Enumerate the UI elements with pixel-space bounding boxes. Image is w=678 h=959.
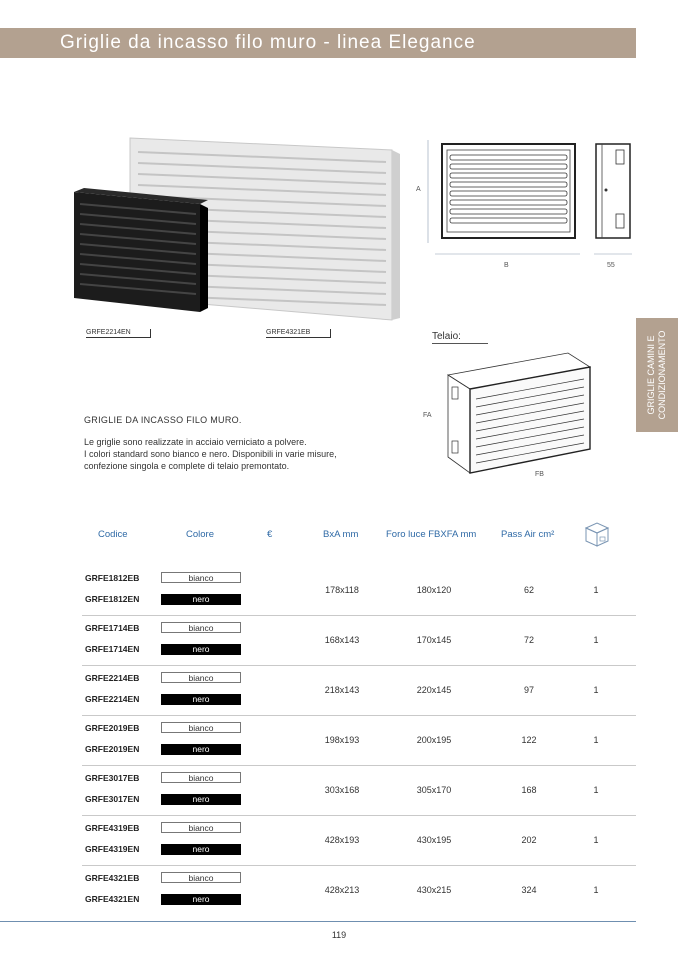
color-swatch-nero: nero: [161, 644, 241, 655]
telaio-underline: [432, 343, 488, 344]
product-photo: [60, 130, 400, 325]
table-row: [82, 865, 636, 915]
color-swatch-bianco: bianco: [161, 822, 241, 833]
column-header-euro: €: [267, 529, 273, 540]
color-swatch-bianco: bianco: [161, 572, 241, 583]
section-tab-label: GRIGLIE CAMINI E CONDIZIONAMENTO: [646, 330, 667, 420]
product-code-white: GRFE2214EB: [85, 673, 140, 683]
description-title: GRIGLIE DA INCASSO FILO MURO.: [84, 415, 242, 425]
foro-value: 200x195: [416, 735, 452, 745]
bxa-value: 303x168: [324, 785, 360, 795]
table-row: [82, 565, 636, 616]
color-swatch-bianco: bianco: [161, 772, 241, 783]
dimension-fa-label: FA: [423, 412, 432, 419]
column-header-codice: Codice: [98, 529, 128, 540]
column-header-foro: Foro luce FBXFA mm: [386, 529, 477, 540]
photo-caption-black: GRFE2214EN: [86, 329, 151, 338]
section-tab[interactable]: [636, 318, 678, 432]
bxa-value: 168x143: [324, 635, 360, 645]
color-swatch-nero: nero: [161, 844, 241, 855]
bxa-value: 428x193: [324, 835, 360, 845]
color-swatch-nero: nero: [161, 744, 241, 755]
bxa-value: 218x143: [324, 685, 360, 695]
photo-caption-white: GRFE4321EB: [266, 329, 331, 338]
color-swatch-nero: nero: [161, 594, 241, 605]
page-title: Griglie da incasso filo muro - linea Elegance: [60, 32, 476, 53]
frame-drawing: [430, 345, 595, 475]
column-header-pass-air: Pass Air cm²: [501, 529, 555, 540]
pass-air-value: 324: [521, 885, 537, 895]
pack-quantity: 1: [593, 735, 599, 745]
color-swatch-bianco: bianco: [161, 622, 241, 633]
product-code-white: GRFE2019EB: [85, 723, 140, 733]
black-grille-image: [74, 188, 208, 312]
color-swatch-bianco: bianco: [161, 722, 241, 733]
foro-value: 305x170: [416, 785, 452, 795]
color-swatch-nero: nero: [161, 894, 241, 905]
pack-quantity: 1: [593, 835, 599, 845]
pack-quantity: 1: [593, 885, 599, 895]
color-swatch-nero: nero: [161, 694, 241, 705]
product-code-black: GRFE1812EN: [85, 594, 140, 604]
product-code-black: GRFE2019EN: [85, 744, 140, 754]
pack-quantity: 1: [593, 635, 599, 645]
page-number: 119: [331, 930, 347, 940]
pack-quantity: 1: [593, 785, 599, 795]
color-swatch-bianco: bianco: [161, 872, 241, 883]
pass-air-value: 202: [521, 835, 537, 845]
product-code-black: GRFE2214EN: [85, 694, 140, 704]
table-row: [82, 715, 636, 766]
pack-quantity: 1: [593, 585, 599, 595]
product-code-white: GRFE3017EB: [85, 773, 140, 783]
product-code-black: GRFE4319EN: [85, 844, 140, 854]
product-code-white: GRFE4319EB: [85, 823, 140, 833]
pass-air-value: 62: [523, 585, 534, 595]
color-swatch-bianco: bianco: [161, 672, 241, 683]
product-code-black: GRFE3017EN: [85, 794, 140, 804]
product-code-white: GRFE1812EB: [85, 573, 140, 583]
product-code-black: GRFE1714EN: [85, 644, 140, 654]
bxa-value: 428x213: [324, 885, 360, 895]
column-header-colore: Colore: [186, 529, 214, 540]
description-text: Le griglie sono realizzate in acciaio verniciato a polvere. I colori standard sono bianco e nero. Disponibili in varie misure, confezione singola e complete di telaio premontato.: [84, 437, 337, 471]
table-row: [82, 815, 636, 866]
pass-air-value: 97: [523, 685, 534, 695]
product-code-white: GRFE4321EB: [85, 873, 140, 883]
pass-air-value: 122: [521, 735, 537, 745]
package-box-icon: [583, 520, 611, 548]
front-view-drawing: [420, 138, 585, 268]
dimension-b-label: B: [504, 262, 509, 269]
table-row: [82, 615, 636, 666]
pass-air-value: 72: [523, 635, 534, 645]
pass-air-value: 168: [521, 785, 537, 795]
foro-value: 180x120: [416, 585, 452, 595]
dimension-depth-label: 55: [607, 262, 615, 269]
product-code-black: GRFE4321EN: [85, 894, 140, 904]
product-code-white: GRFE1714EB: [85, 623, 140, 633]
telaio-label: Telaio:: [432, 331, 461, 342]
bxa-value: 198x193: [324, 735, 360, 745]
table-row: [82, 665, 636, 716]
table-row: [82, 765, 636, 816]
column-header-bxa: BxA mm: [323, 529, 359, 540]
foro-value: 430x215: [416, 885, 452, 895]
bxa-value: 178x118: [325, 585, 359, 595]
foro-value: 220x145: [416, 685, 452, 695]
header-banner: [0, 28, 636, 58]
foro-value: 170x145: [416, 635, 452, 645]
dimension-fb-label: FB: [535, 471, 544, 478]
pack-quantity: 1: [593, 685, 599, 695]
side-view-drawing: [592, 140, 634, 265]
footer-divider: [0, 921, 636, 922]
dimension-a-label: A: [416, 186, 421, 193]
color-swatch-nero: nero: [161, 794, 241, 805]
foro-value: 430x195: [416, 835, 452, 845]
